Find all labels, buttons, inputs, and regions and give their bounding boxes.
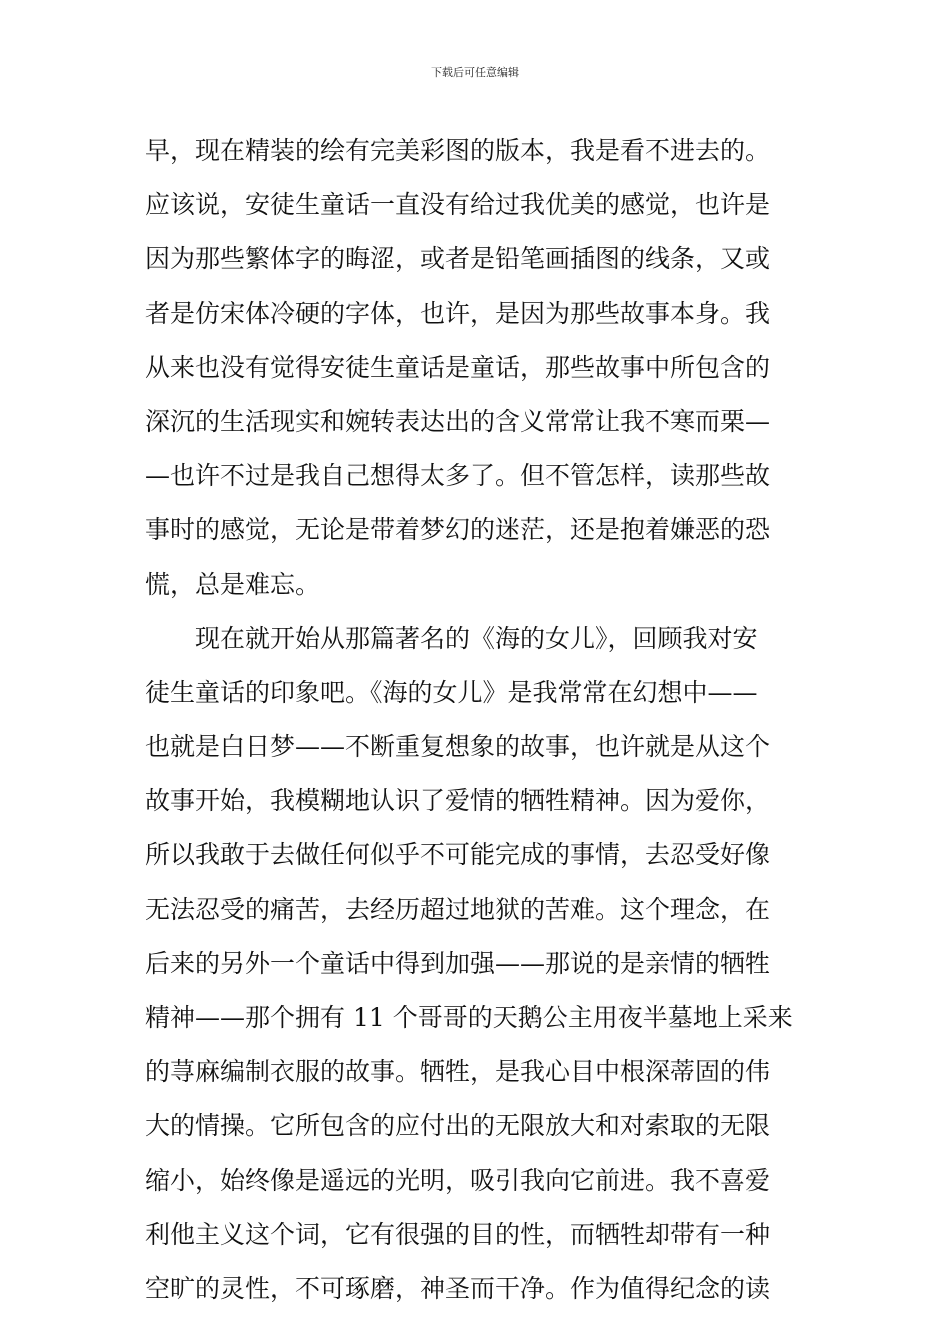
text-line: 早，现在精装的绘有完美彩图的版本，我是看不进去的。 [145, 136, 771, 165]
text-line: 因为那些繁体字的晦涩，或者是铅笔画插图的线条，又或 [145, 244, 771, 274]
paragraph-start-line: 现在就开始从那篇著名的《海的女儿》，回顾我对安 [195, 623, 758, 653]
text-line: 应该说，安徒生童话一直没有给过我优美的感觉，也许是 [145, 190, 771, 220]
text-line: 事时的感觉，无论是带着梦幻的迷茫，还是抱着嫌恶的恐 [145, 515, 771, 545]
text-line: —也许不过是我自己想得太多了。但不管怎样，读那些故 [145, 461, 771, 491]
text-line: 从来也没有觉得安徒生童话是童话，那些故事中所包含的 [145, 352, 771, 382]
text-line: 慌，总是难忘。 [145, 569, 321, 599]
text-line: 深沉的生活现实和婉转表达出的含义常常让我不寒而栗— [145, 406, 771, 436]
text-line: 缩小，始终像是遥远的光明，吸引我向它前进。我不喜爱 [145, 1165, 771, 1195]
text-line: 徒生童话的印象吧。《海的女儿》是我常常在幻想中—— [145, 677, 758, 707]
text-line: 者是仿宋体冷硬的字体，也许，是因为那些故事本身。我 [145, 298, 771, 328]
document-body [145, 124, 825, 1316]
text-line: 精神——那个拥有 11 个哥哥的天鹅公主用夜半墓地上采来 [145, 1003, 793, 1032]
text-line: 无法忍受的痛苦，去经历超过地狱的苦难。这个理念，在 [145, 894, 771, 924]
text-line: 利他主义这个词，它有很强的目的性，而牺牲却带有一种 [145, 1219, 771, 1249]
text-line: 后来的另外一个童话中得到加强——那说的是亲情的牺牲 [145, 948, 771, 978]
text-line: 的荨麻编制衣服的故事。牺牲，是我心目中根深蒂固的伟 [145, 1057, 771, 1087]
text-line: 大的情操。它所包含的应付出的无限放大和对索取的无限 [145, 1111, 771, 1141]
text-line: 空旷的灵性，不可琢磨，神圣而干净。作为值得纪念的读 [145, 1273, 771, 1303]
text-line: 所以我敢于去做任何似乎不可能完成的事情，去忍受好像 [145, 840, 771, 870]
page-header: 下载后可任意编辑 [431, 66, 519, 79]
text-line: 也就是白日梦——不断重复想象的故事，也许就是从这个 [145, 732, 771, 762]
text-line: 故事开始，我模糊地认识了爱情的牺牲精神。因为爱你， [145, 786, 771, 816]
